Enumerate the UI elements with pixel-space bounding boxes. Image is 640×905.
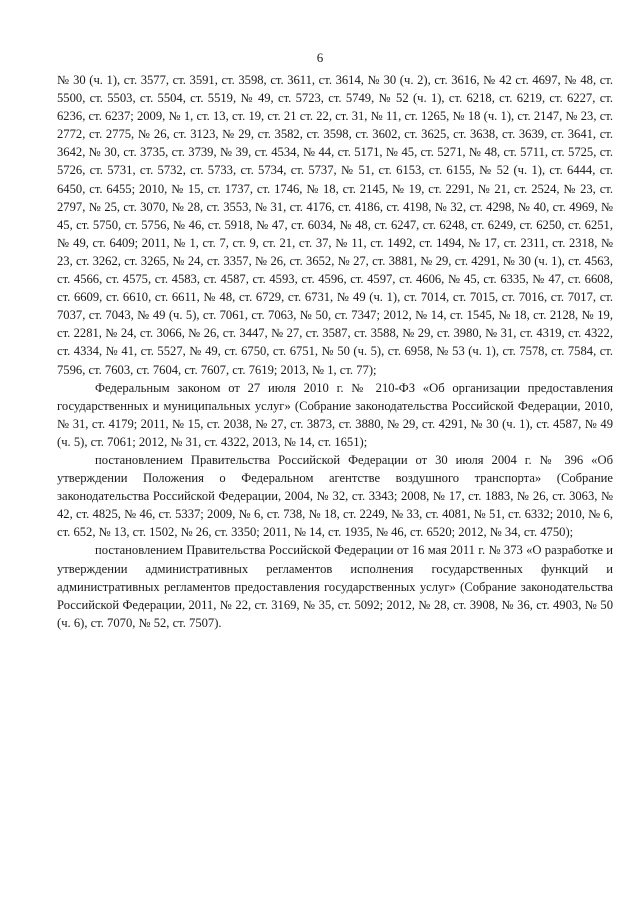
paragraph-resolution-2004: постановлением Правительства Российской Федерации от 30 июля 2004 г. № 396 «Об утверждении Положения о Федеральном агентстве воздушного транспорта» (Собрание законодательства Российской Федерации, 2004, № 32, ст. 3343; 2008, № 17, ст. 1883, № 26, ст. 3063, № 42, ст. 4825, № 46, ст. 5337; 2009, № 6, ст. 738, № 18, ст. 2249, № 33, ст. 4081, № 51, ст. 6332; 2010, № 6, ст. 652, № 13, ст. 1502, № 26, ст. 3350; 2011, № 14, ст. 1935, № 46, ст. 6520; 2012, № 34, ст. 4750); (57, 452, 613, 540)
page-number: 6 (316, 50, 324, 65)
paragraph-citations: № 30 (ч. 1), ст. 3577, ст. 3591, ст. 3598, ст. 3611, ст. 3614, № 30 (ч. 2), ст. 3616, № 42 ст. 4697, № 48, ст. 5500, ст. 5503, ст. 5504, ст. 5519, № 49, ст. 5723, ст. 5749, № 52 (ч. 1), ст. 6218, ст. 6219, ст. 6227, ст. 6236, ст. 6237; 2009, № 1, ст. 13, ст. 19, ст. 21 ст. 22, ст. 31, № 11, ст. 1265, № 18 (ч. 1), ст. 2147, № 23, ст. 2772, ст. 2775, № 26, ст. 3123, № 29, ст. 3582, ст. 3598, ст. 3602, ст. 3625, ст. 3638, ст. 3639, ст. 3641, ст. 3642, № 30, ст. 3735, ст. 3739, № 39, ст. 4534, № 44, ст. 5171, № 45, ст. 5271, № 48, ст. 5711, ст. 5725, ст. 5726, ст. 5731, ст. 5732, ст. 5733, ст. 5734, ст. 5737, № 51, ст. 6153, ст. 6155, № 52 (ч. 1), ст. 6444, ст. 6450, ст. 6455; 2010, № 15, ст. 1737, ст. 1746, № 18, ст. 2145, № 19, ст. 2291, № 21, ст. 2524, № 23, ст. 2797, № 25, ст. 3070, № 28, ст. 3553, № 31, ст. 4176, ст. 4186, ст. 4198, № 32, ст. 4298, № 40, ст. 4969, № 45, ст. 5750, ст. 5756, № 46, ст. 5918, № 47, ст. 6034, № 48, ст. 6247, ст. 6248, ст. 6249, ст. 6250, ст. 6251, № 49, ст. 6409; 2011, № 1, ст. 7, ст. 9, ст. 21, ст. 37, № 11, ст. 1492, ст. 1494, № 17, ст. 2311, ст. 2318, № 23, ст. 3262, ст. 3265, № 24, ст. 3357, № 26, ст. 3652, № 27, ст. 3881, № 29, ст. 4291, № 30 (ч. 1), ст. 4563, ст. 4566, ст. 4575, ст. 4583, ст. 4587, ст. 4593, ст. 4596, ст. 4597, ст. 4606, № 45, ст. 6335, № 47, ст. 6608, ст. 6609, ст. 6610, ст. 6611, № 48, ст. 6729, ст. 6731, № 49 (ч. 1), ст. 7014, ст. 7015, ст. 7016, ст. 7017, ст. 7037, ст. 7043, № 49 (ч. 5), ст. 7061, ст. 7063, № 50, ст. 7347; 2012, № 14, ст. 1545, № 18, ст. 2128, № 19, ст. 2281, № 24, ст. 3066, № 26, ст. 3447, № 27, ст. 3587, ст. 3588, № 29, ст. 3980, № 31, ст. 4319, ст. 4322, ст. 4334, № 41, ст. 5527, № 49, ст. 6750, ст. 6751, № 50 (ч. 5), ст. 6958, № 53 (ч. 1), ст. 7578, ст. 7584, ст. 7596, ст. 7603, ст. 7604, ст. 7607, ст. 7619; 2013, № 1, ст. 77); (57, 73, 613, 377)
document-body (57, 71, 613, 632)
paragraph-federal-law: Федеральным законом от 27 июля 2010 г. № 210-ФЗ «Об организации предоставления государственных и муниципальных услуг» (Собрание законодательства Российской Федерации, 2010, № 31, ст. 4179; 2011, № 15, ст. 2038, № 27, ст. 3873, ст. 3880, № 29, ст. 4291, № 30 (ч. 1), ст. 4587, № 49 (ч. 5), ст. 7061; 2012, № 31, ст. 4322, 2013, № 14, ст. 1651); (57, 380, 613, 449)
paragraph-resolution-2011: постановлением Правительства Российской Федерации от 16 мая 2011 г. № 373 «О разработке и утверждении административных регламентов исполнения государственных функций и административных регламентов предоставления государственных услуг» (Собрание законодательства Российской Федерации, 2011, № 22, ст. 3169, № 35, ст. 5092; 2012, № 28, ст. 3908, № 36, ст. 4903, № 50 (ч. 6), ст. 7070, № 52, ст. 7507). (57, 543, 613, 630)
